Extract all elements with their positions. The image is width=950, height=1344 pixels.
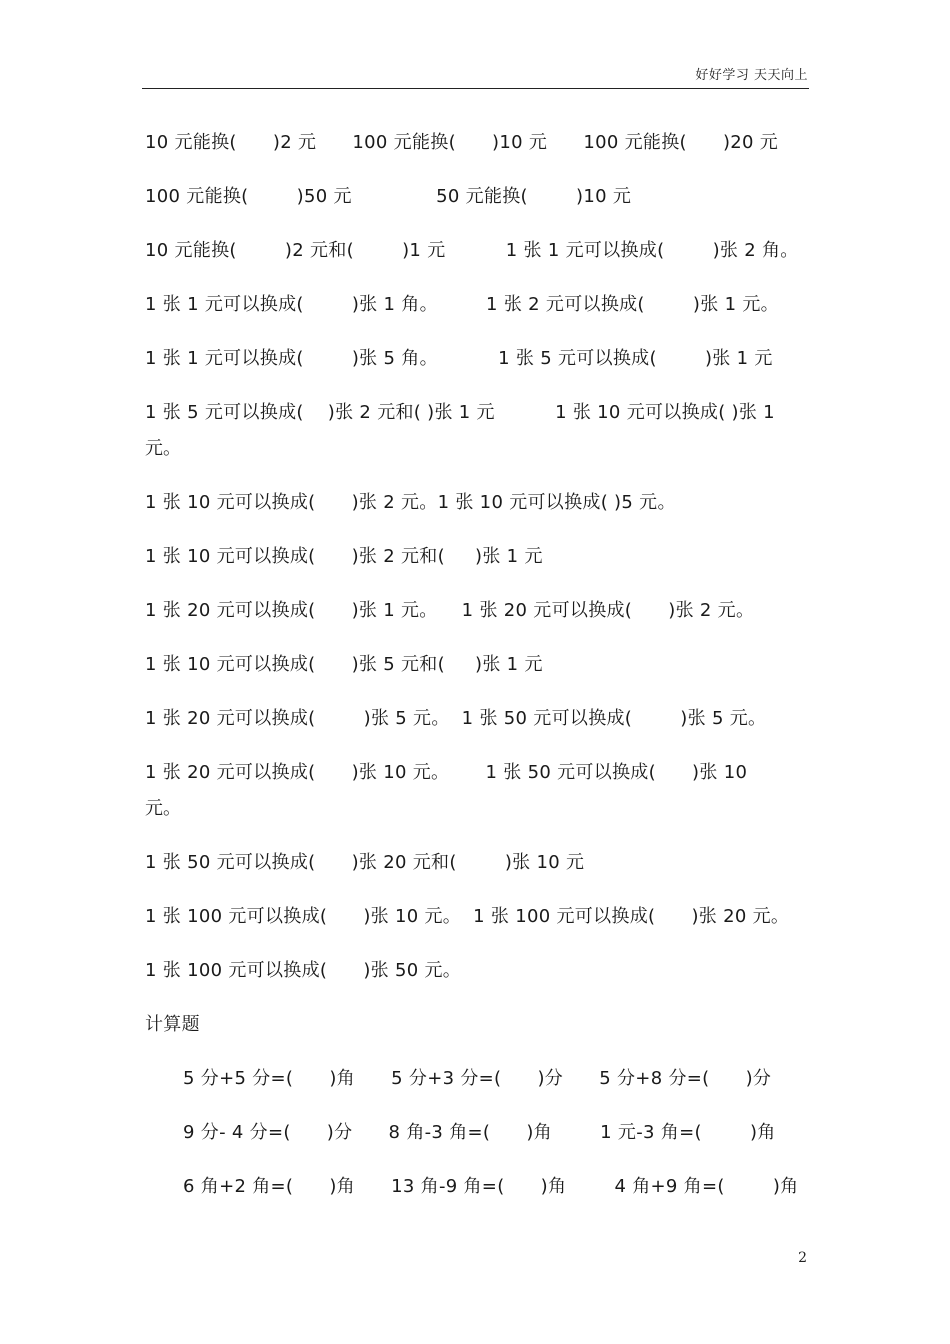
- question-line: 1 张 50 元可以换成( )张 20 元和( )张 10 元: [145, 852, 585, 873]
- question-line: 1 张 100 元可以换成( )张 10 元。 1 张 100 元可以换成( )张 20 元。: [145, 906, 790, 927]
- header-motto: 好好学习 天天向上: [695, 68, 808, 83]
- section-title: 计算题: [145, 1014, 200, 1035]
- question-line: 1 张 1 元可以换成( )张 5 角。 1 张 5 元可以换成( )张 1 元: [145, 348, 773, 369]
- question-line: 1 张 20 元可以换成( )张 10 元。 1 张 50 元可以换成( )张 10: [145, 762, 748, 783]
- question-line-continuation: 元。: [145, 798, 181, 819]
- question-line: 100 元能换( )50 元 50 元能换( )10 元: [145, 186, 632, 207]
- question-line: 10 元能换( )2 元 100 元能换( )10 元 100 元能换( )20 元: [145, 132, 779, 153]
- calc-line: 5 分+5 分=( )角 5 分+3 分=( )分 5 分+8 分=( )分: [183, 1068, 772, 1089]
- calc-line: 9 分- 4 分=( )分 8 角-3 角=( )角 1 元-3 角=( )角: [183, 1122, 776, 1143]
- question-line: 1 张 5 元可以换成( )张 2 元和( )张 1 元 1 张 10 元可以换成( )张 1: [145, 402, 775, 423]
- question-line: 1 张 20 元可以换成( )张 5 元。 1 张 50 元可以换成( )张 5 元。: [145, 708, 767, 729]
- question-line: 1 张 10 元可以换成( )张 2 元和( )张 1 元: [145, 546, 543, 567]
- question-line: 1 张 100 元可以换成( )张 50 元。: [145, 960, 462, 981]
- question-line: 1 张 10 元可以换成( )张 5 元和( )张 1 元: [145, 654, 543, 675]
- question-line: 1 张 1 元可以换成( )张 1 角。 1 张 2 元可以换成( )张 1 元。: [145, 294, 779, 315]
- question-line-continuation: 元。: [145, 438, 181, 459]
- question-line: 1 张 10 元可以换成( )张 2 元。1 张 10 元可以换成( )5 元。: [145, 492, 676, 513]
- page-number: 2: [798, 1250, 807, 1266]
- question-line: 1 张 20 元可以换成( )张 1 元。 1 张 20 元可以换成( )张 2 元。: [145, 600, 755, 621]
- question-line: 10 元能换( )2 元和( )1 元 1 张 1 元可以换成( )张 2 角。: [145, 240, 799, 261]
- calc-line: 6 角+2 角=( )角 13 角-9 角=( )角 4 角+9 角=( )角: [183, 1176, 799, 1197]
- header-divider: [142, 88, 809, 89]
